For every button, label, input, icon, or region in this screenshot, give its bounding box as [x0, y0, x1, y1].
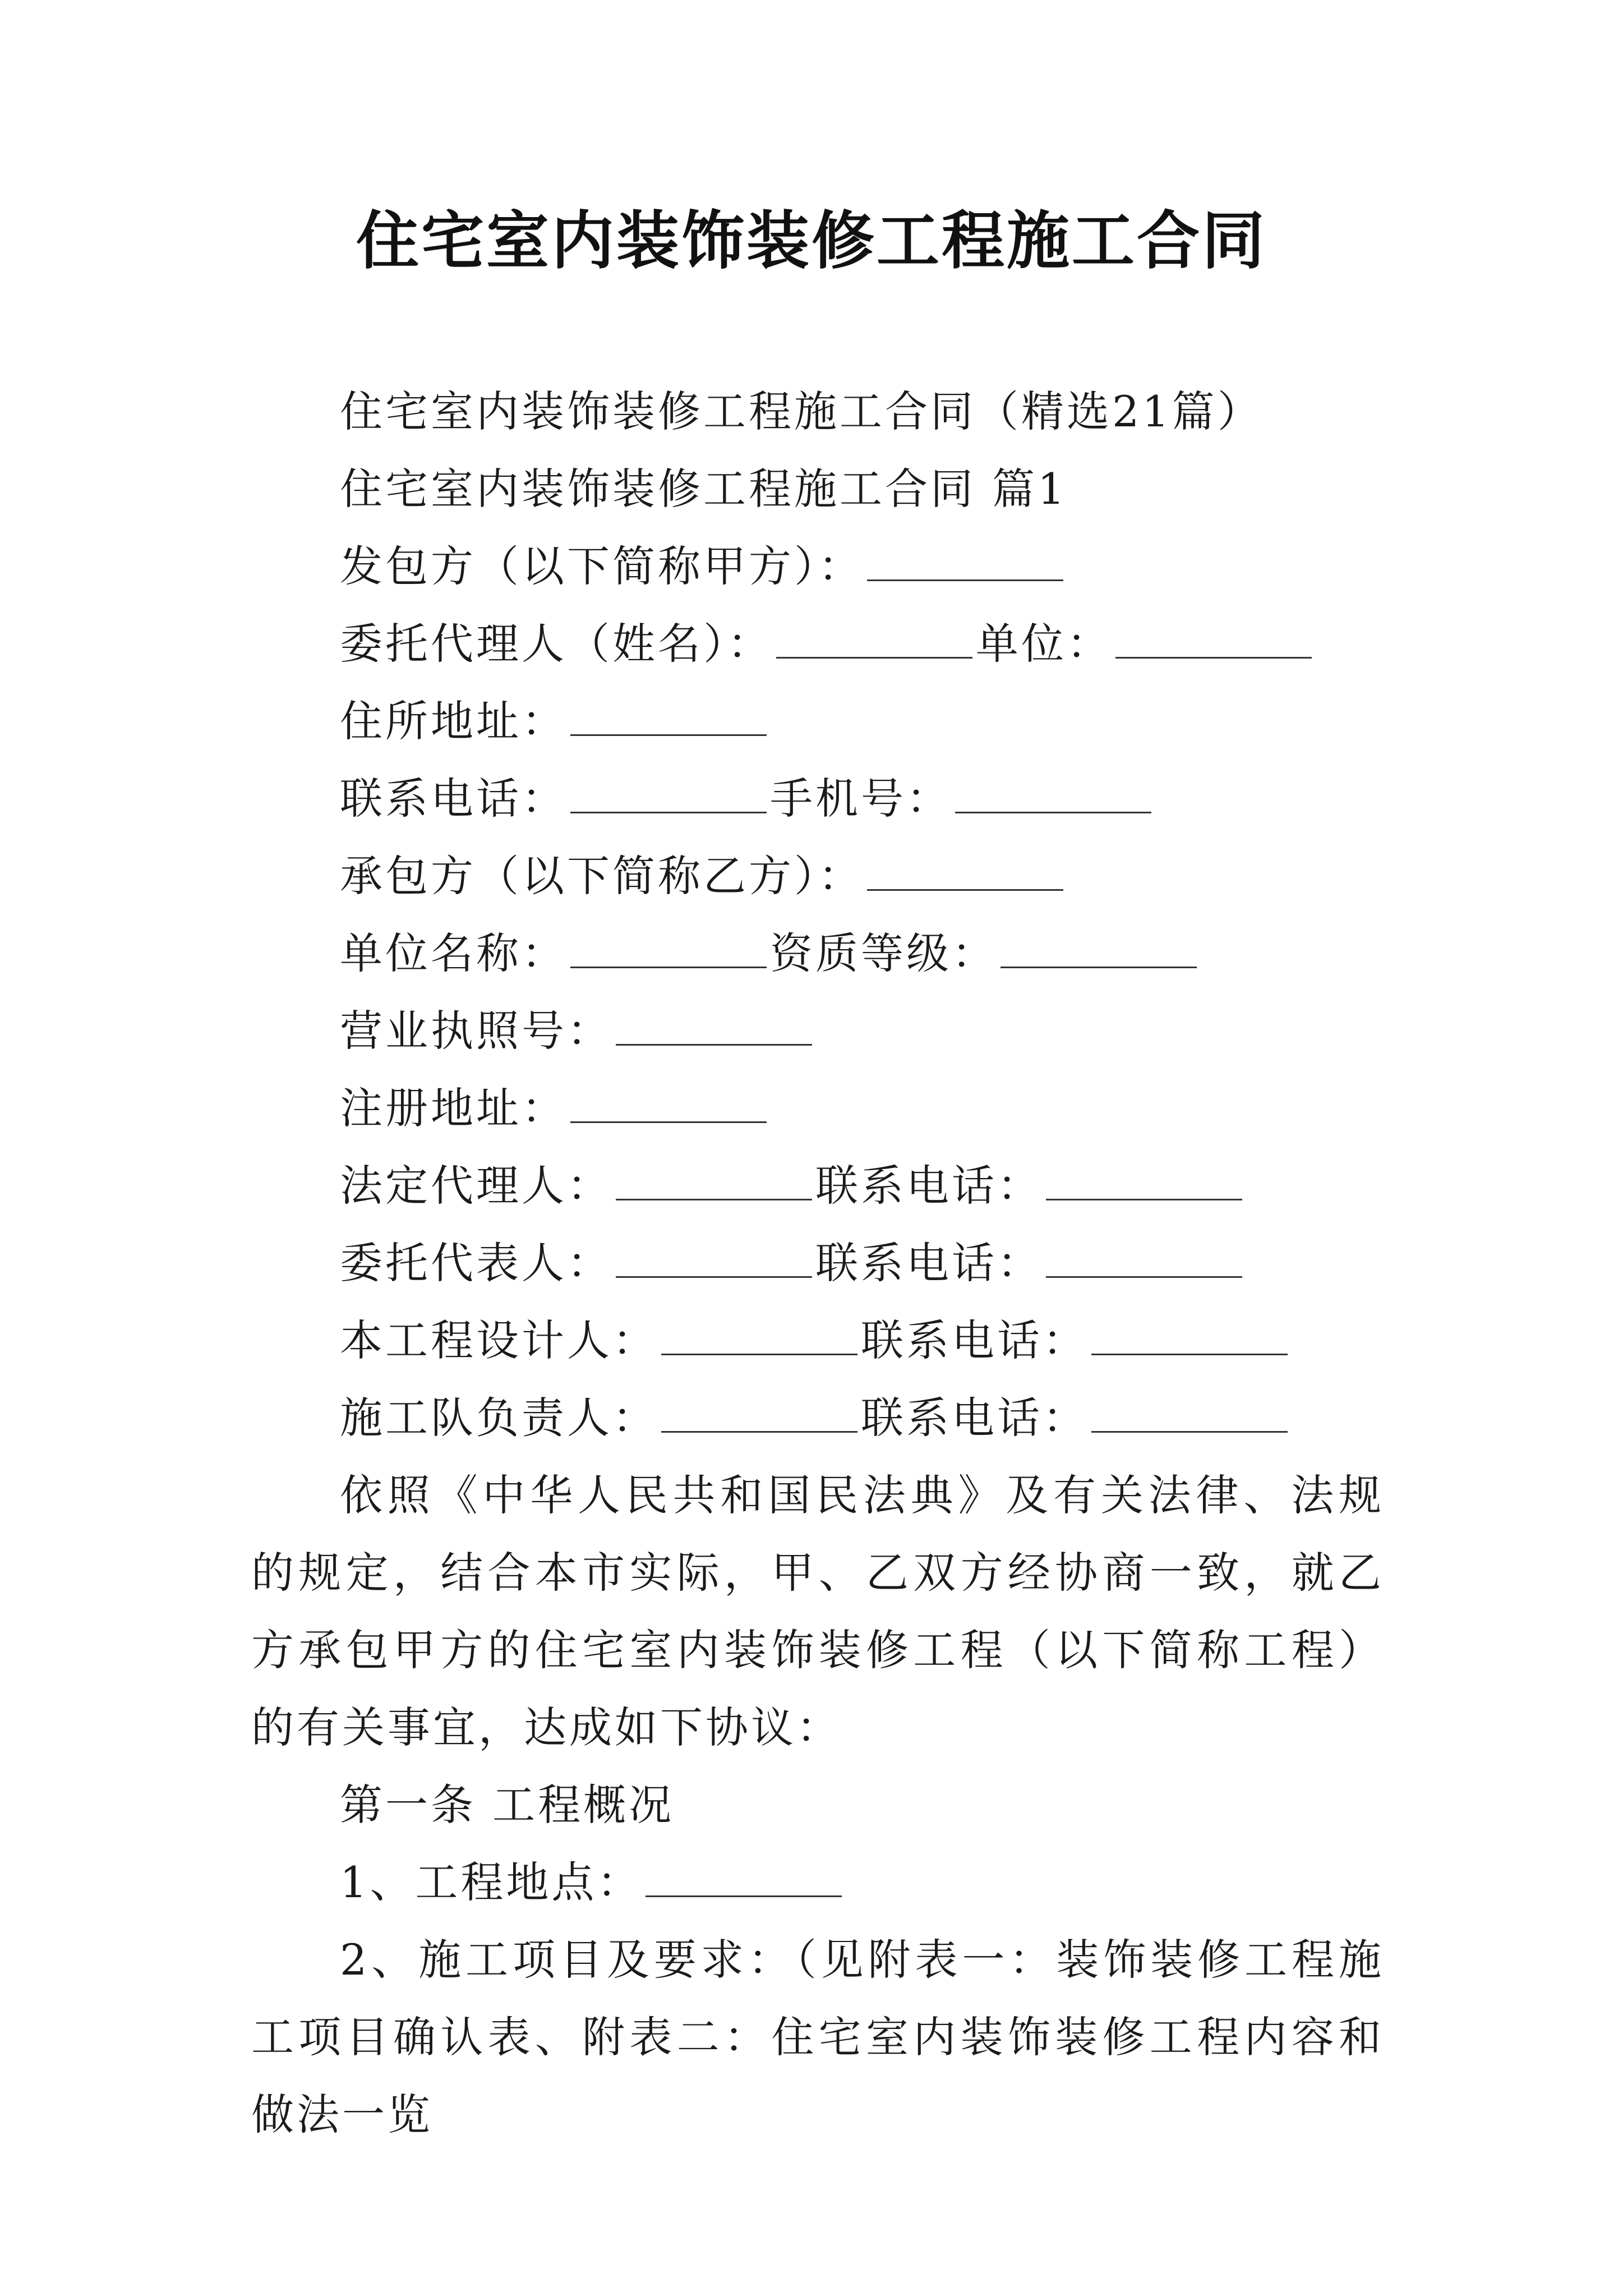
party-a-line — [251, 528, 1384, 605]
unit-name-line — [251, 915, 1384, 992]
contact-line — [251, 760, 1384, 838]
mobile-label: 手机号： — [770, 774, 952, 823]
contact-phone-3-blank — [1046, 1241, 1242, 1278]
contact-phone-2-label: 联系电话： — [815, 1161, 1043, 1211]
contact-phone-5-label: 联系电话： — [861, 1393, 1088, 1443]
legal-representative-blank — [616, 1164, 812, 1200]
project-designer-label: 本工程设计人： — [340, 1315, 658, 1365]
contact-phone-2-blank — [1046, 1164, 1242, 1200]
authorized-representative-blank — [616, 1241, 812, 1278]
party-b-label: 承包方（以下简称乙方）： — [340, 851, 864, 901]
document-title: 住宅室内装饰装修工程施工合同 — [356, 205, 1267, 278]
item-1-blank — [645, 1861, 842, 1897]
unit-blank — [1115, 622, 1312, 659]
preamble-paragraph: 依照《中华人民共和国民法典》及有关法律、法规的规定，结合本市实际，甲、乙双方经协商一致，就乙方承包甲方的住宅室内装饰装修工程（以下简称工程）的有关事宜，达成如下协议： — [251, 1470, 1384, 1752]
party-b-blank — [867, 854, 1063, 891]
item-1-line — [251, 1844, 1384, 1921]
registered-address-line — [251, 1070, 1384, 1147]
authorized-representative-label: 委托代表人： — [340, 1238, 612, 1288]
business-license-line — [251, 992, 1384, 1070]
section-heading: 住宅室内装饰装修工程施工合同 篇1 — [340, 464, 1068, 514]
team-leader-line — [251, 1379, 1384, 1457]
legal-representative-line — [251, 1147, 1384, 1225]
team-leader-blank — [661, 1396, 857, 1433]
contact-phone-label: 联系电话： — [340, 774, 567, 823]
residence-address-label: 住所地址： — [340, 696, 567, 746]
agent-name-label: 委托代理人（姓名）： — [340, 619, 773, 669]
agent-name-blank — [776, 622, 972, 659]
qualification-label: 资质等级： — [770, 928, 997, 978]
residence-address-line — [251, 683, 1384, 760]
registered-address-label: 注册地址： — [340, 1083, 567, 1133]
subtitle: 住宅室内装饰装修工程施工合同（精选21篇） — [340, 386, 1263, 436]
contact-phone-4-label: 联系电话： — [861, 1315, 1088, 1365]
agent-line — [251, 605, 1384, 683]
authorized-representative-line — [251, 1225, 1384, 1302]
document-body — [251, 373, 1384, 2154]
unit-name-blank — [570, 932, 767, 968]
contact-phone-5-blank — [1091, 1396, 1288, 1433]
residence-address-blank — [570, 700, 767, 736]
project-designer-blank — [661, 1319, 857, 1355]
article-1-heading: 第一条 工程概况 — [340, 1780, 675, 1830]
item-1-label: 1、工程地点： — [340, 1857, 643, 1907]
business-license-blank — [616, 1009, 812, 1046]
team-leader-label: 施工队负责人： — [340, 1393, 658, 1443]
contact-phone-3-label: 联系电话： — [815, 1238, 1043, 1288]
registered-address-blank — [570, 1087, 767, 1123]
party-a-label: 发包方（以下简称甲方）： — [340, 541, 864, 591]
business-license-label: 营业执照号： — [340, 1006, 612, 1056]
item-2-paragraph: 2、施工项目及要求：（见附表一：装饰装修工程施工项目确认表、附表二：住宅室内装饰装修工程内容和做法一览 — [251, 1935, 1384, 2139]
party-b-line — [251, 838, 1384, 915]
unit-name-label: 单位名称： — [340, 928, 567, 978]
contact-phone-4-blank — [1091, 1319, 1288, 1355]
project-designer-line — [251, 1302, 1384, 1379]
qualification-blank — [1000, 932, 1197, 968]
unit-label: 单位： — [976, 619, 1112, 669]
legal-representative-label: 法定代理人： — [340, 1161, 612, 1211]
party-a-blank — [867, 545, 1063, 581]
contact-phone-blank — [570, 777, 767, 813]
mobile-blank — [955, 777, 1151, 813]
